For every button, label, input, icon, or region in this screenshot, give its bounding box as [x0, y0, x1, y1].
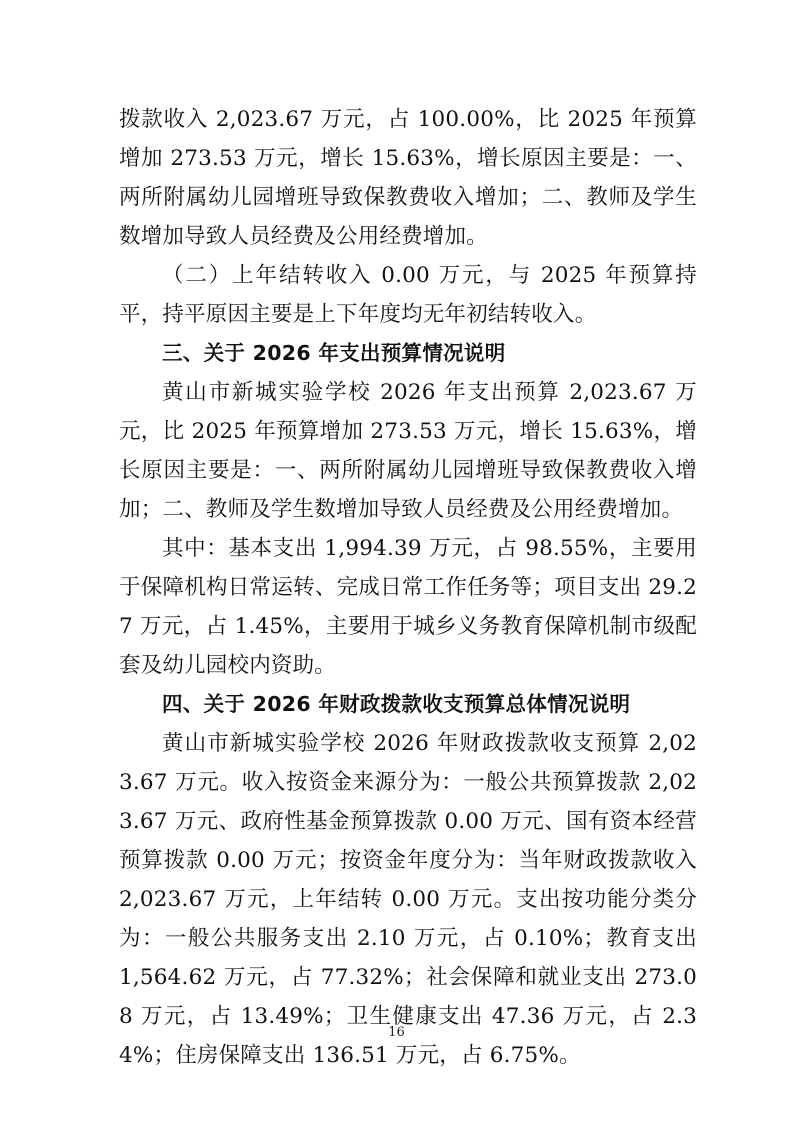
- paragraph-carryover-income: （二）上年结转收入 0.00 万元，与 2025 年预算持平，持平原因主要是上下年度均无年初结转收入。: [119, 263, 697, 327]
- page-number: 16: [388, 1025, 405, 1040]
- section-heading-fiscal-appropriation: 四、关于 2026 年财政拨款收支预算总体情况说明: [162, 692, 631, 716]
- section-heading-expenditure: 三、关于 2026 年支出预算情况说明: [162, 341, 506, 365]
- paragraph-income-continuation: 拨款收入 2,023.67 万元，占 100.00%，比 2025 年预算增加 273.53 万元，增长 15.63%，增长原因主要是：一、两所附属幼儿园增班导致保教费收入增加；二、教师及学生数增加导致人员经费及公用经费增加。: [119, 107, 697, 249]
- paragraph-fiscal-appropriation: 黄山市新城实验学校 2026 年财政拨款收支预算 2,023.67 万元。收入按资金来源分为：一般公共预算拨款 2,023.67 万元、政府性基金预算拨款 0.00 万元、国有资本经营预算拨款 0.00 万元；按资金年度分为：当年财政拨款收入 2,023.67 万元，上年结转 0.00 万元。支出按功能分类分为：一般公共服务支出 2.10 万元，占 0.10%；教育支出 1,564.62 万元，占 77.32%；社会保障和就业支出 273.08 万元，占 13.49%；卫生健康支出 47.36 万元，占 2.34%；住房保障支出 136.51 万元，占 6.75%。: [119, 731, 697, 1068]
- document-body: [119, 100, 697, 1075]
- paragraph-expenditure-budget: 黄山市新城实验学校 2026 年支出预算 2,023.67 万元，比 2025 年预算增加 273.53 万元，增长 15.63%，增长原因主要是：一、两所附属幼儿园增班导致保教费收入增加；二、教师及学生数增加导致人员经费及公用经费增加。: [119, 380, 697, 522]
- paragraph-expenditure-breakdown: 其中：基本支出 1,994.39 万元，占 98.55%，主要用于保障机构日常运转、完成日常工作任务等；项目支出 29.27 万元，占 1.45%，主要用于城乡义务教育保障机制市级配套及幼儿园校内资助。: [119, 536, 697, 678]
